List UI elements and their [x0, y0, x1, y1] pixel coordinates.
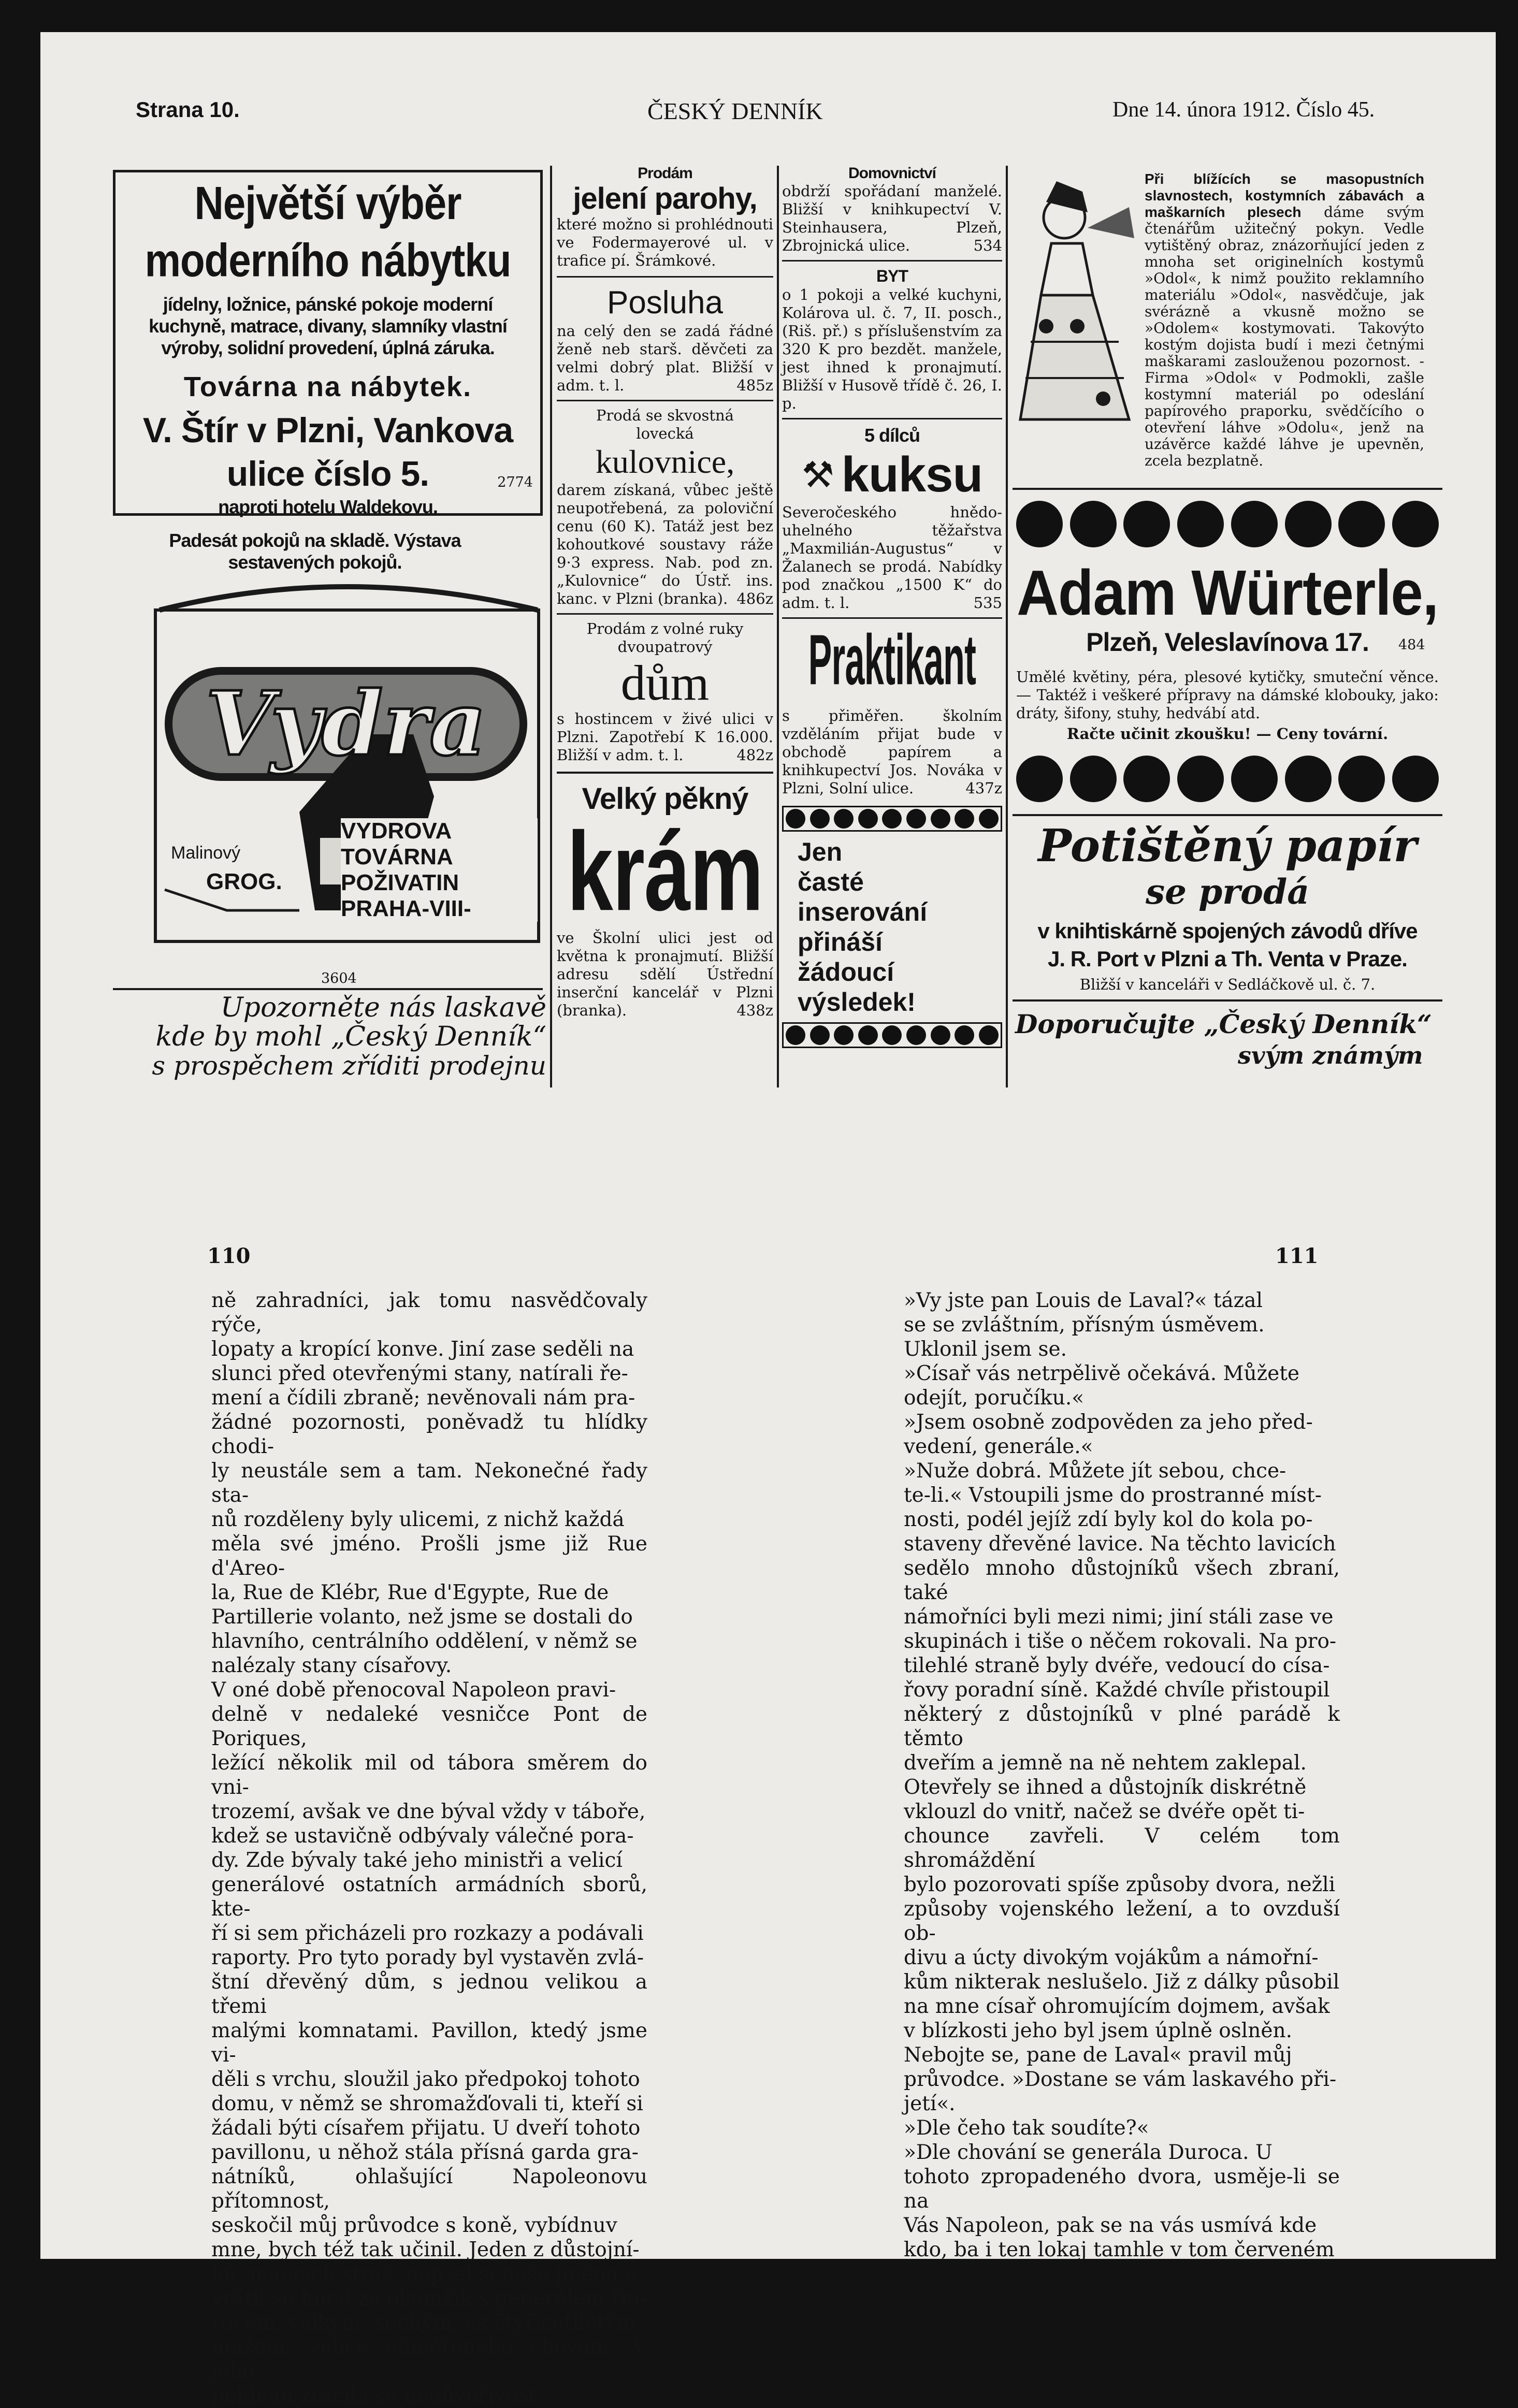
ad-domovnictvi-title: Domovnictví: [848, 165, 936, 182]
ad-kram-title: krám: [567, 808, 763, 934]
page-number-header: Strana 10.: [136, 97, 240, 122]
ad-papir-title-2: se prodá: [1146, 872, 1309, 912]
divider: [557, 400, 773, 401]
ad-byt-body: o 1 pokoji a velké kuchyni, Kolárova ul. č. 7, II. posch., (Riš. př.) s příslušenstvím za 320 K pro bezdět. manžele, jest ihned k pronajmutí. Bližší v Husově třídě č. 26, I. p.: [782, 286, 1002, 412]
ad-furniture-body: jídelny, ložnice, pánské pokoje moderní kuchyně, matrace, divany, slamníky vlastní výroby, solidní provedení, úplná záruka.: [149, 294, 507, 358]
ad-kram-body: ve Školní ulici jest od května k pronajmutí. Bližší adresu sdělí Ústřední inserční kancelář v Plzni (branka).: [557, 929, 773, 1019]
vydra-right-1: VYDROVA: [341, 818, 452, 844]
ad-dum-code: 482z: [736, 746, 773, 764]
vydra-brand: Vydra: [205, 672, 487, 776]
ad-kuksu-heading: [782, 446, 1002, 503]
odol-costume-figure: [1010, 171, 1139, 440]
ad-odol-lead: Při blížících se masopustních slavnostech, kostymních zábavách a maškarních plesech: [1145, 171, 1424, 220]
col-classifieds-1: [557, 165, 773, 1020]
ad-parohy-body: které možno si prohlédnouti ve Fodermayerové ul. v trafice pí. Šrámkové.: [557, 215, 773, 269]
hammer-pick-icon: ⚒: [801, 454, 834, 496]
ad-inserovani-3: inserování: [798, 897, 928, 926]
issue-date: Dne 14. února 1912. Číslo 45.: [1112, 98, 1375, 122]
ad-vydra: [144, 579, 548, 952]
vydra-code: 3604: [321, 970, 357, 987]
ad-odol-body: dáme svým čtenářům užitečný pokyn. Vedle vytištěný obraz, znázorňující jeden z mnoha set originelních kostymů »Odol«, k nimž použito reklamního materiálu »Odol«, nasvědčuje, jak svérázně a vkusně možno se »Odolem« kostymovati. Takovýto kostým dojista budí i mezi četnými maškarami zaslouženou pozornost. - Firma »Odol« v Podmokli, zašle kostymní materiál po odeslání papírového praporku, svědčícího o otevření láhve »Odolu«, jenž na uzávěrce každé láhve je upevněn, zcela bezplatně.: [1145, 204, 1425, 469]
ad-inserovani-6: výsledek!: [798, 988, 916, 1017]
divider: [557, 772, 773, 774]
ad-inserovani-1: Jen: [798, 837, 843, 866]
book-page-number-right: 111: [1275, 1244, 1319, 1268]
vydra-left-2: GROG.: [206, 869, 282, 894]
divider: [782, 617, 1002, 619]
ad-inserovani-2: časté: [798, 867, 864, 896]
ad-wurterle-code: 484: [1398, 637, 1425, 653]
ad-praktikant-body: s přiměřen. školním vzděláním přijat bude v obchodě papírem a knihkupectví Jos. Nováka v Plzni, Solní ulice.: [782, 707, 1002, 797]
divider: [557, 613, 773, 615]
ad-furniture-code: 2774: [497, 474, 533, 490]
book-text-right: »Vy jste pan Louis de Laval?« tázal se se zvláštním, přísným úsměvem. Uklonil jsem se. »Císař vás netrpělivě očekává. Můžete odejít, poručíku.« »Jsem osobně zodpověden za jeho před- vedení, generále.« »Nuže dobrá. Můžete jít sebou, chce- te-li.« Vstoupili jsme do prostranné míst- nosti, podél jejíž zdí byly kol do kola po- staveny dřevěné lavice. Na těchto lavicích sedělo mnoho důstojníků všech zbraní, také námořníci byli mezi nimi; jiní stáli zase ve skupinách i tiše o něčem rokovali. Na pro- tilehlé straně byly dvéře, vedoucí do císa- řovy poradní síně. Každé chvíle přistoupil některý z důstojníků v plné parádě k těmto dveřím a jemně na ně nehtem zaklepal. Otevřely se ihned a důstojník diskrétně vklouzl do vnitř, načež se dvéře opět ti- chounce zavřeli. V celém tom shromáždění bylo pozorovati spíše způsoby dvora, nežli způsoby vojenského ležení, a to ovzduší ob- divu a úcty divokým vojákům a námořní- kům nikterak neslušelo. Již z dálky působil na mne císař ohromujícím dojmem, avšak v blízkosti jeho byl jsem úplně oslněn. Nebojte se, pane de Laval« pravil můj průvodce. »Dostane se vám laskavého při- jetí«. »Dle čeho tak soudíte?« »Dle chování se generála Duroca. U tohoto zpropadeného dvora, usměje-li se na Vás Napoleon, pak se na vás usmívá kde kdo, ba i ten lokaj tamhle v tom červeném: [904, 1289, 1340, 2261]
notice-left-2: kde by mohl „Český Denník“: [155, 1021, 546, 1052]
ad-odol-text: [1145, 171, 1424, 469]
ad-wurterle-body: Umělé květiny, péra, plesové kytičky, smuteční věnce. — Taktéž i veškeré přípravy na dámské klobouky, jako: dráty, šifony, stuhy, hedvábí atd.: [1016, 668, 1439, 722]
ad-kram-line1: Velký pěkný: [582, 782, 748, 816]
ad-inserovani-4: přináší: [798, 927, 883, 956]
ad-kuksu-title: kuksu: [841, 447, 983, 502]
divider: [1013, 814, 1442, 816]
ad-dum-title: dům: [620, 655, 710, 710]
col-classifieds-2: [782, 165, 1002, 1048]
ad-kulovnice-intro: Prodá se skvostná lovecká: [596, 407, 734, 442]
ad-inserovani: [782, 837, 1002, 1017]
book-page-number-left: 110: [207, 1244, 251, 1268]
column-rule: [550, 166, 552, 1087]
ad-kuksu-code: 535: [973, 594, 1002, 612]
ad-furniture-factory: Továrna na nábytek.: [183, 371, 472, 402]
ad-papir-title-1: Potištěný papír: [1038, 820, 1417, 872]
ad-furniture: [113, 170, 543, 573]
ad-praktikant-title: Praktikant: [808, 620, 976, 700]
divider: [782, 260, 1002, 262]
ad-furniture-address: V. Štír v Plzni, Vankova ulice číslo 5.: [142, 411, 513, 494]
ad-domovnictvi-body: obdrží spořádaní manželé. Bližší v knihkupectví V. Steinhausera, Plzeň, Zbrojnická ulice.: [782, 182, 1002, 254]
ad-kulovnice-title: kulovnice,: [595, 443, 735, 480]
ad-papir-line2: J. R. Port v Plzni a Th. Venta v Praze.: [1048, 947, 1407, 971]
ad-kram-code: 438z: [736, 1002, 773, 1019]
ad-wurterle-cta: Račte učinit zkoušku! — Ceny tovární.: [1066, 725, 1389, 743]
ad-wurterle-name: Adam Würterle,: [1017, 557, 1438, 629]
ad-papir-line3: Bližší v kanceláři v Sedláčkově ul. č. 7.: [1079, 976, 1376, 993]
vydra-right-4: PRAHA-VIII-: [341, 896, 471, 921]
ad-byt-title: BYT: [876, 267, 908, 285]
notice-left: [117, 993, 546, 1080]
book-text-left: ně zahradníci, jak tomu nasvědčovaly rýče, lopaty a kropící konve. Jiní zase seděli na slunci před otevřenými stany, natírali ře- mení a čídili zbraně; nevěnovali nám pra- žádné pozornosti, poněvadž tu hlídky chodi- ly neustále sem a tam. Nekonečné řady sta- nů rozděleny byly ulicemi, z nichž každá měla své jméno. Prošli jsme již Rue d'Areo- la, Rue de Klébr, Rue d'Egypte, Rue de Partillerie volanto, než jsme se dostali do hlavního, centrálního oddělení, v němž se nalézaly stany císařovy. V oné době přenocoval Napoleon pravi- delně v nedaleké vesničce Pont de Poriques, ležící několik mil od tábora směrem do vni- trozemí, avšak ve dne býval vždy v táboře, kdež se ustavičně odbývaly válečné pora- dy. Zde bývaly také jeho ministři a velicí generálové ostatních armádních sborů, kte- ří si sem přicházeli pro rozkazy a podávali raporty. Pro tyto porady byl vystavěn zvlá- štní dřevěný dům, s jednou velikou a třemi malými komnatami. Pavillon, ktedý jsme vi- děli s vrchu, sloužil jako předpokoj tohoto domu, v němž se shromažďovali ti, kteří si žádali býti císařem přijatu. U dveří tohoto pavillonu, u něhož stála přísná garda gra- nátníků, ohlašující Napoleonovu přítomnost, seskočil můj průvodce s koně, vybídnuv mne, bych též tak učinil. Jeden z důstojní- ků, majících stráž, napsal si naše jména a vrátil se hned za okamžik s generálem Du- rocem, velkým, suchým, as čtyřicetiletým mužem, velice odměřeného chování. V jeho pohledu zračila se nedůvěřivost.: [211, 1289, 647, 2407]
dot-border-bottom: [782, 1022, 1002, 1048]
divider: [1013, 999, 1442, 1002]
ad-furniture-opposite: naproti hotelu Waldekovu.: [218, 496, 438, 517]
divider: [557, 276, 773, 278]
ad-parohy-label: Prodám: [638, 165, 692, 182]
dot-border-top: [782, 806, 1002, 832]
ad-papir-line1: v knihtiskárně spojených závodů dříve: [1037, 919, 1418, 943]
vydra-left-1: Malinový: [171, 843, 241, 863]
ad-parohy-title: jelení parohy,: [573, 182, 757, 215]
newspaper-title: ČESKÝ DENNÍK: [647, 98, 823, 124]
recommend-line2: svým známým: [1238, 1041, 1423, 1069]
ad-kuksu-line1: 5 dílců: [864, 425, 920, 446]
ad-furniture-footer: Padesát pokojů na skladě. Výstava sestavených pokojů.: [169, 530, 461, 573]
ad-posluha-title: Posluha: [606, 285, 724, 321]
ad-dum-intro: Prodám z volné ruky dvoupatrový: [586, 620, 744, 656]
wurterle-dots-bottom: [1013, 752, 1442, 806]
ad-kulovnice-code: 486z: [736, 590, 773, 607]
divider: [1013, 488, 1442, 490]
divider: [782, 418, 1002, 419]
ad-inserovani-5: žádoucí: [798, 958, 894, 987]
vydra-right-text: [341, 818, 538, 922]
vydra-right-3: POŽIVATIN: [341, 870, 459, 895]
ad-posluha-code: 485z: [736, 376, 773, 394]
ad-posluha-body: na celý den se zadá řádné ženě neb starš. děvčeti za velmi dobrý plat. Bližší v adm. t. l.: [557, 322, 773, 394]
ad-kulovnice-body: darem získaná, vůbec ještě neupotřebená, za poloviční cenu (60 K). Tatáž jest bez kohoutkové soustavy ráže 9·3 express. Nab. pod zn. „Kulovnice“ do Ústř. ins. kanc. v Plzni (branka).: [557, 481, 773, 607]
notice-left-1: Upozorněte nás laskavě: [220, 992, 546, 1023]
notice-left-3: s prospěchem zříditi prodejnu: [152, 1051, 546, 1081]
divider: [113, 988, 543, 990]
recommend-line1: Doporučujte „Český Denník“: [1015, 1009, 1432, 1039]
ad-wurterle-address: Plzeň, Veleslavínova 17.: [1086, 628, 1369, 657]
ad-furniture-title: Největší výběr moderního nábytku: [144, 177, 511, 286]
ad-domovnictvi-code: 534: [973, 237, 1002, 254]
ad-praktikant-code: 437z: [965, 779, 1002, 797]
wurterle-dots-top: [1013, 497, 1442, 551]
ad-kuksu-body: Severočeského hnědo-uhelného těžařstva „Maxmilián-Augustus“ v Žalanech se prodá. Nabídky pod značkou „1500 K“ do adm. t. l.: [782, 503, 1002, 612]
ad-odol: [1010, 171, 1424, 492]
ad-dum-body: s hostincem v živé ulici v Plzni. Zapotřebí K 16.000. Bližší v adm. t. l.: [557, 710, 773, 764]
vydra-right-2: TOVÁRNA: [341, 844, 453, 869]
